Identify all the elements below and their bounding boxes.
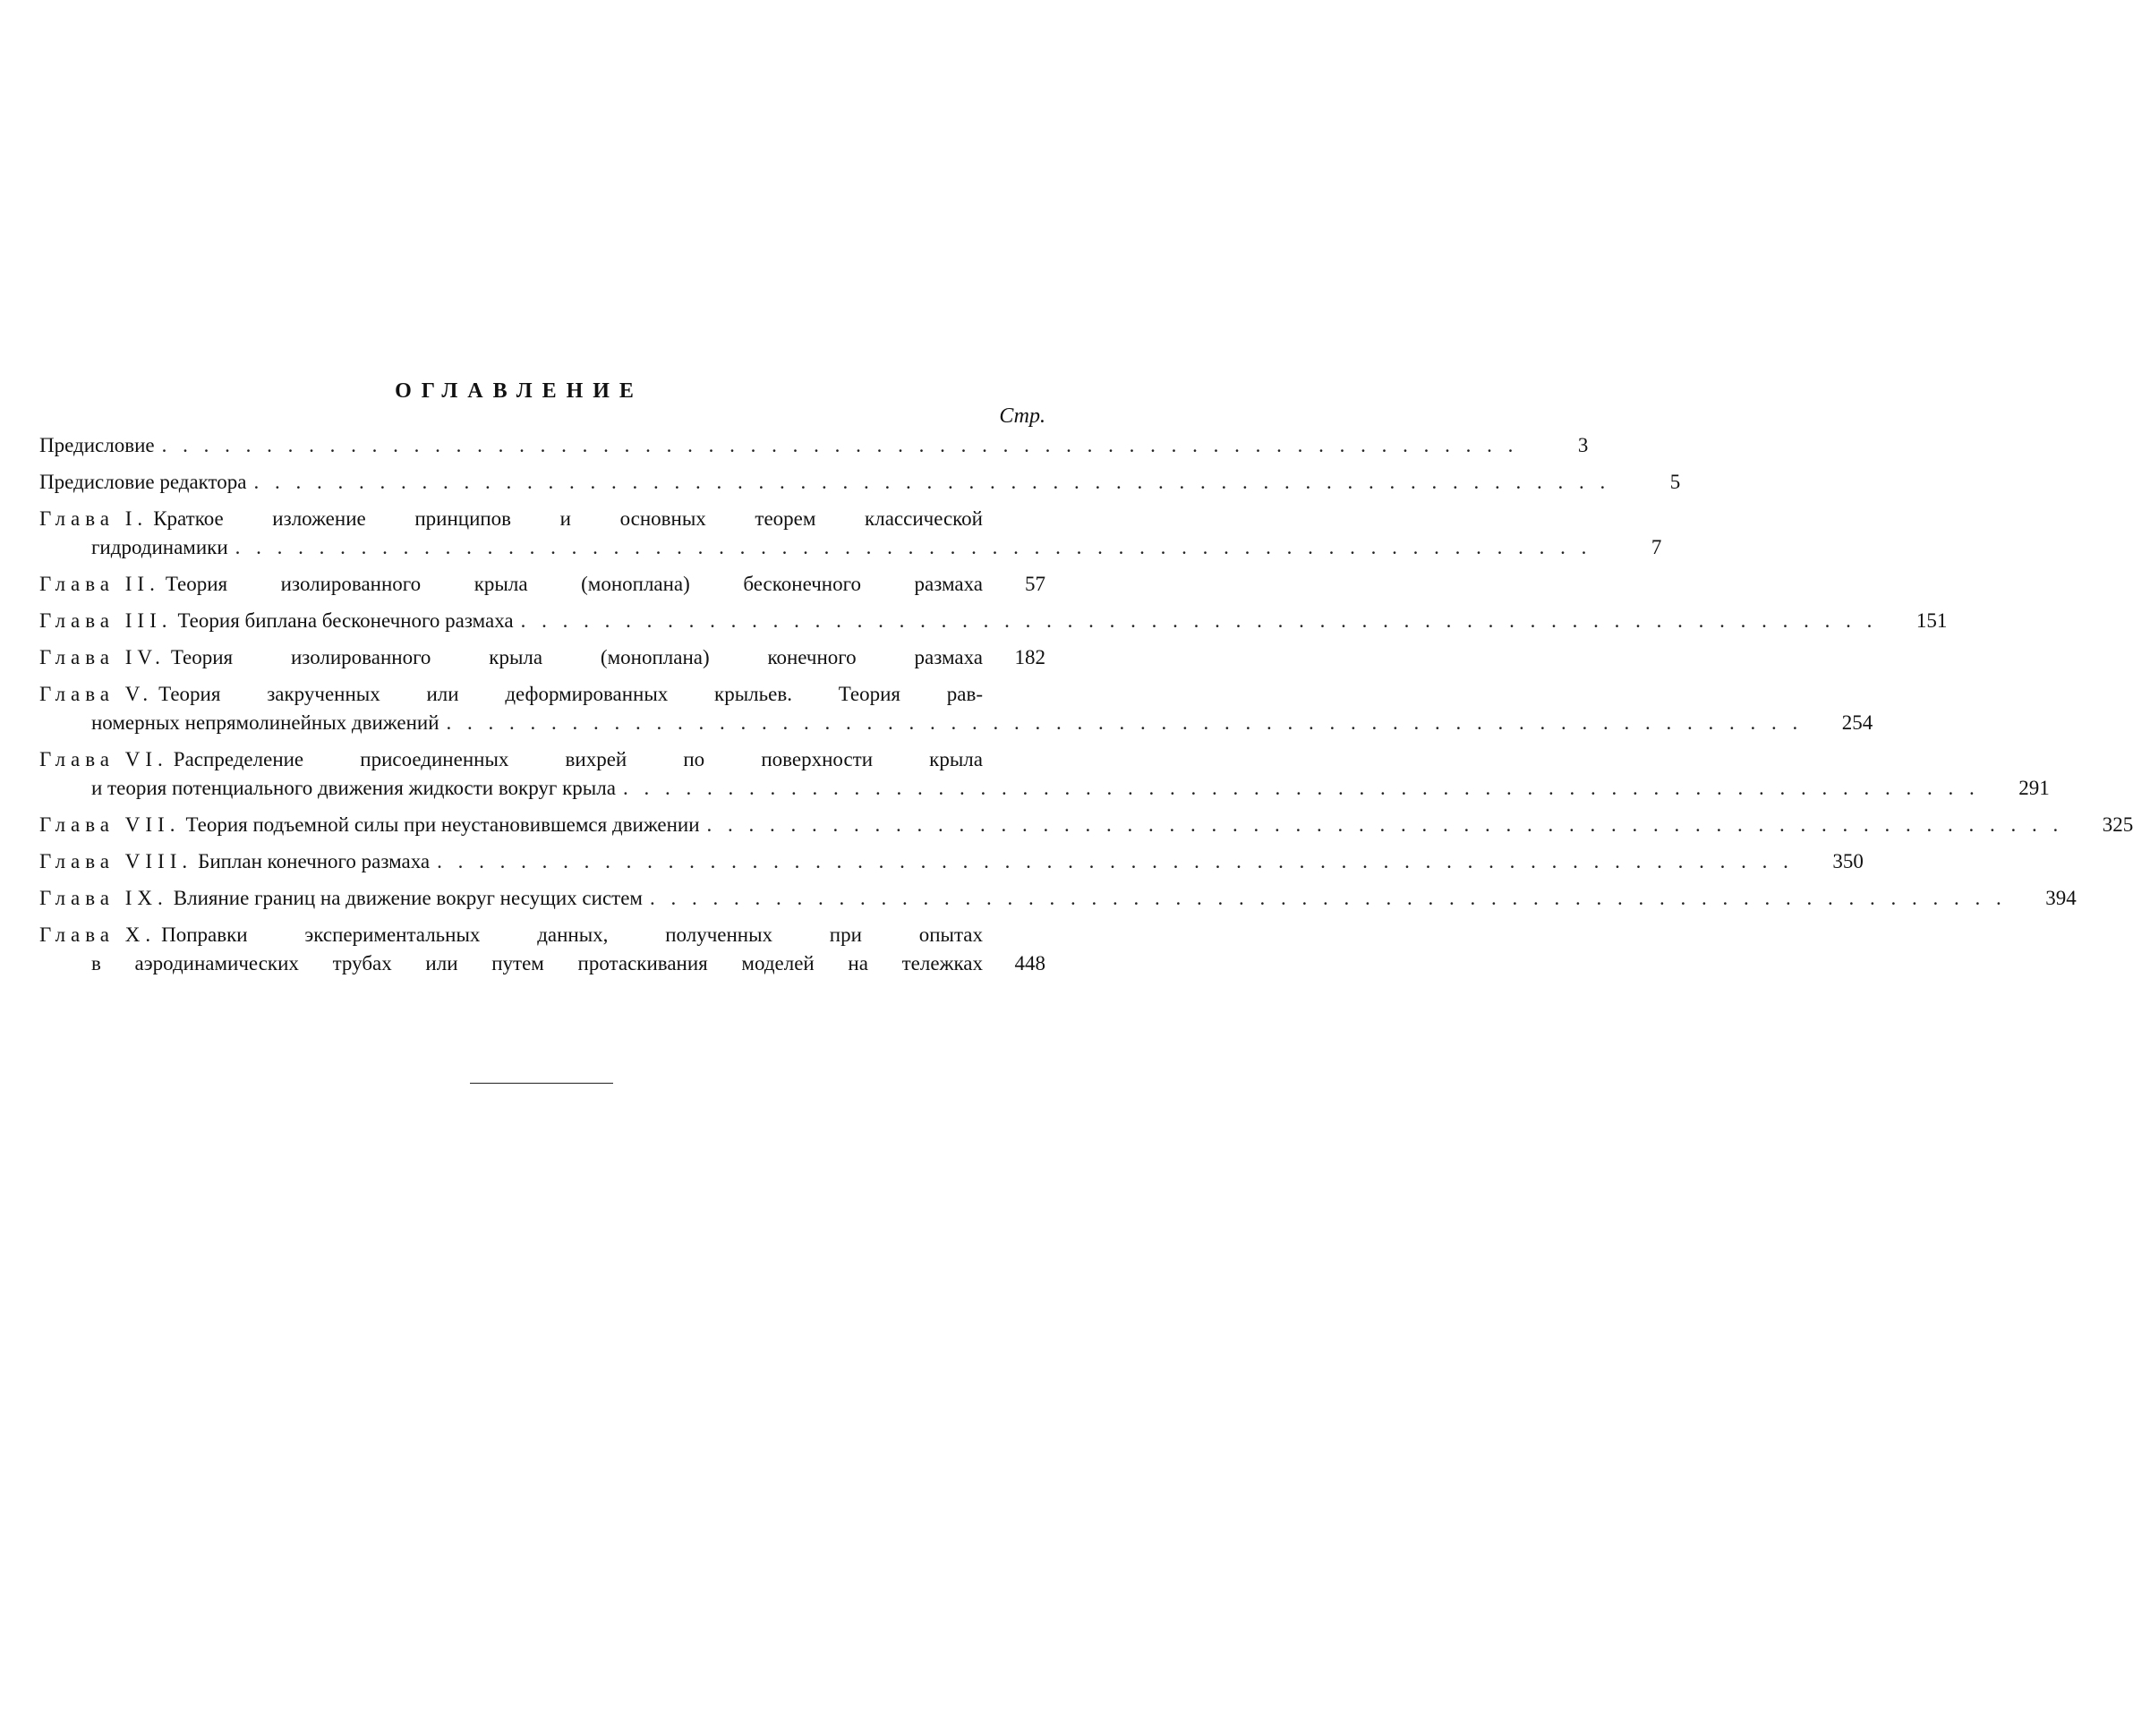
toc-entry[interactable] <box>39 468 1681 497</box>
toc-entry[interactable] <box>39 680 1873 737</box>
entry-title-continued: в аэродинамических трубах или путем протаскивания моделей на тележках <box>91 952 983 974</box>
dot-leader <box>623 774 1980 803</box>
page-number: 3 <box>1577 434 1589 456</box>
chapter-label: Глава II. <box>39 573 160 595</box>
page-number: 151 <box>1915 609 1948 632</box>
closing-rule <box>470 1083 613 1084</box>
table-of-contents <box>39 431 2133 986</box>
entry-title: Распределение присоединенных вихрей по поверхности крыла <box>173 748 983 770</box>
page-number: 5 <box>1669 471 1681 493</box>
toc-entry[interactable] <box>39 847 1864 876</box>
toc-entry[interactable] <box>39 570 1045 599</box>
entry-title-continued: и теория потенциального движения жидкости вокруг крыла <box>91 777 616 799</box>
dot-leader <box>437 847 1794 876</box>
page-title: ОГЛАВЛЕНИЕ <box>395 379 644 403</box>
entry-title: Теория изолированного крыла (моноплана) бесконечного размаха <box>165 573 983 595</box>
entry-title: Предисловие редактора <box>39 471 247 493</box>
toc-entry[interactable] <box>39 431 1589 460</box>
chapter-label: Глава VII. <box>39 813 181 836</box>
entry-title: Влияние границ на движение вокруг несущих систем <box>173 887 643 909</box>
page-column-header: Стр. <box>999 404 1045 428</box>
entry-title: Теория биплана бесконечного размаха <box>177 609 514 632</box>
page-number: 291 <box>2018 777 2050 799</box>
toc-entry[interactable] <box>39 745 2050 803</box>
entry-title-continued: номерных непрямолинейных движений <box>91 711 439 734</box>
page-number: 394 <box>2045 887 2077 909</box>
chapter-label: Глава IV. <box>39 646 166 668</box>
chapter-label: Глава V. <box>39 683 154 705</box>
dot-leader <box>447 709 1804 737</box>
page-number: 57 <box>1025 573 1045 595</box>
chapter-label: Глава III. <box>39 609 173 632</box>
entry-title: Теория изолированного крыла (моноплана) конечного размаха <box>170 646 983 668</box>
dot-leader <box>235 533 1592 562</box>
toc-entry[interactable] <box>39 921 1045 978</box>
page-number: 7 <box>1651 536 1662 558</box>
toc-entry[interactable] <box>39 884 2077 913</box>
entry-title-continued: гидродинамики <box>91 536 228 558</box>
entry-title: Поправки экспериментальных данных, полученных при опытах <box>161 923 983 946</box>
chapter-label: Глава I. <box>39 507 149 530</box>
page-number: 325 <box>2102 813 2133 836</box>
entry-title: Теория подъемной силы при неустановившемся движении <box>185 813 700 836</box>
toc-entry[interactable] <box>39 505 1662 562</box>
page-number: 182 <box>1014 646 1045 668</box>
dot-leader <box>707 811 2064 839</box>
entry-title: Краткое изложение принципов и основных теорем классической <box>153 507 983 530</box>
chapter-label: Глава VI. <box>39 748 168 770</box>
dot-leader <box>650 884 2007 913</box>
dot-leader <box>253 468 1610 497</box>
dot-leader <box>521 607 1878 635</box>
dot-leader <box>162 431 1519 460</box>
entry-title: Теория закрученных или деформированных крыльев. Теория рав- <box>158 683 983 705</box>
page-number: 448 <box>1014 952 1045 974</box>
chapter-label: Глава IX. <box>39 887 168 909</box>
page-number: 350 <box>1832 850 1864 872</box>
toc-entry[interactable] <box>39 607 1948 635</box>
chapter-label: Глава VIII. <box>39 850 193 872</box>
page-number: 254 <box>1841 711 1873 734</box>
entry-title: Биплан конечного размаха <box>198 850 431 872</box>
toc-entry[interactable] <box>39 811 2133 839</box>
chapter-label: Глава X. <box>39 923 157 946</box>
toc-entry[interactable] <box>39 643 1045 672</box>
entry-title: Предисловие <box>39 434 155 456</box>
